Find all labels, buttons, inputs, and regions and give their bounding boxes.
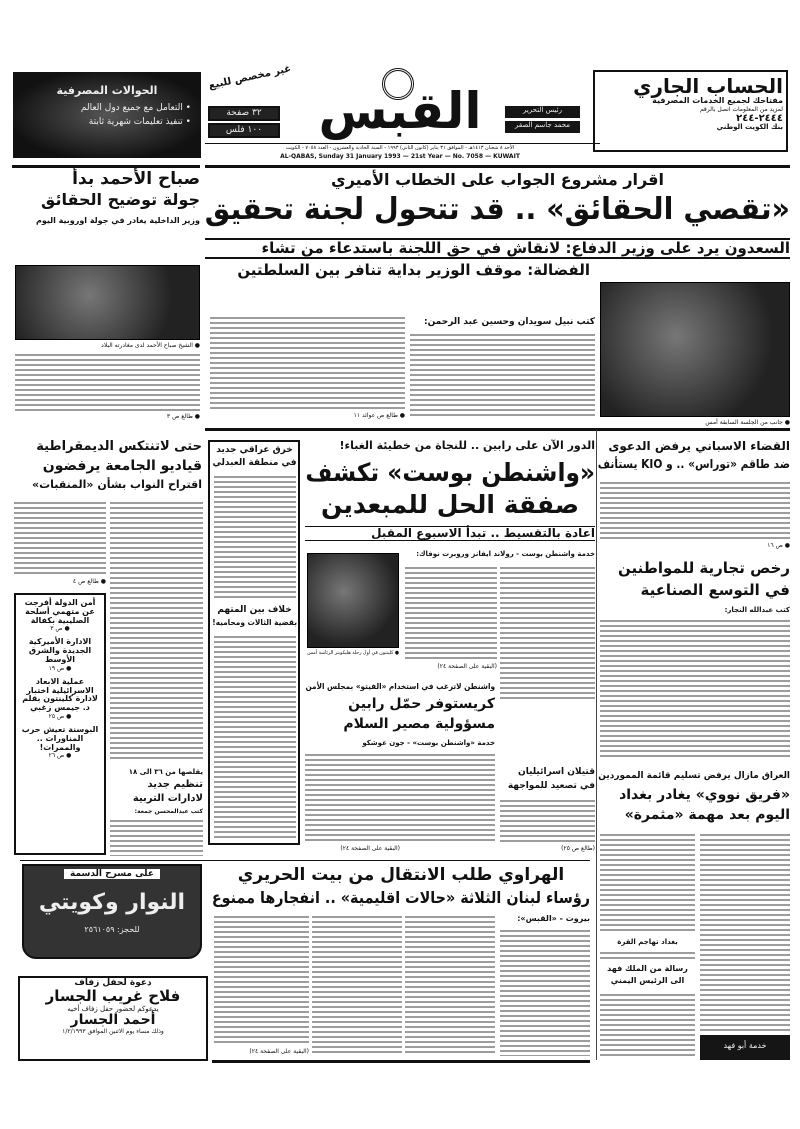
spain-headline2: ضد طاقم «توراس» .. و KIO يستأنف (597, 457, 790, 471)
transfer-ad-line1: • التعامل مع جميع دول العالم (80, 103, 191, 113)
hrawi-body-col2 (405, 914, 495, 1056)
lead-jump: ● طالع ص عوائد ١١ (353, 412, 405, 419)
killed-jump: (طالع ص ٢٥) (561, 845, 595, 852)
wedding-title: دعوة لحفل زفاف (74, 978, 152, 988)
iraqi-breach-headline1: خرق عراقي جديد (216, 445, 293, 455)
letter-headline2: الى الرئيس اليمني (610, 976, 685, 985)
bottom-rule (20, 860, 590, 861)
bank-ad-info: لمزيد من المعلومات اتصل بالرقم (699, 105, 783, 113)
editor-label: رئيس التحرير (505, 106, 580, 118)
wedding-invitation (18, 976, 208, 1061)
christopher-kicker: واشنطن لاترغب في استخدام «الفيتو» بمجلس الأمن (305, 682, 495, 691)
sabah-headline2: جولة توضيح الحقائق (41, 190, 200, 209)
wapo-sub: اعادة بالتقسيط .. تبدأ الاسبوع المقبل (305, 526, 595, 541)
pages-count: ٣٢ صفحة (208, 106, 280, 121)
killed-headline1: قتيلان اسرائيليان (518, 767, 595, 777)
sabah-sub: وزير الداخلية يغادر في جولة اوروبية اليوم (35, 216, 200, 225)
spain-body (600, 480, 790, 540)
iraqi-breach-headline4: بقضية الثالات ومحاميه! (212, 618, 297, 627)
column-divider (596, 430, 597, 1060)
lead-byline: كتب نبيل سويدان وحسين عبد الرحمن: (423, 317, 595, 327)
iraq-kicker: العراق مازال يرفض تسليم قائمة المموردين (598, 771, 790, 781)
iraq-body-col3 (600, 950, 695, 960)
parliament-photo (600, 282, 790, 417)
not-for-sale-stamp: غير مخصص للبيع (207, 63, 293, 92)
education-headline1: تنظيم جديد (147, 779, 203, 790)
democracy-body2 (14, 500, 106, 575)
sabah-caption: ● الشيخ صباح الأحمد لدى مغادرته البلاد (101, 342, 200, 349)
education-headline2: لادارات التربية (132, 793, 203, 804)
theater-venue: على مسرح الدسمة (64, 869, 160, 879)
iraq-sub: بغداد تهاجم القرة (617, 938, 678, 946)
iraq-headline1: «فريق نووي» يغادر بغداد (619, 787, 790, 803)
wapo-jump: (البقية على الصفحة ٢٤) (437, 663, 497, 670)
index-item[interactable]: عملية الابعاد الاسرائيلية اختبار لادارة كلينتون بقلم د. جيمس زغبي ● ص ٢٥ (22, 676, 98, 720)
letter-headline1: رسالة من الملك فهد (607, 964, 688, 973)
price: ١٠٠ فلس (208, 123, 280, 138)
iraqi-breach-headline2: في منطقة العبدلي (212, 458, 297, 468)
licenses-body (600, 618, 790, 758)
licenses-headline1: رخص تجارية للمواطنين (617, 559, 790, 577)
christopher-headline2: مسؤولية مصير السلام (343, 716, 495, 732)
date-arabic: الأحد ٨ شعبان ١٤١٣هـ - الموافق ٣١ يناير (كانون الثاني) ١٩٩٣ - السنة الحادية والعشرون - العدد ٧٠٥٨ - الكويت (285, 145, 515, 151)
wedding-date: وذلك مساء يوم الاثنين الموافق ١/٢/١٩٩٣ (62, 1027, 164, 1035)
democracy-headline3: اقتراح النواب بشأن «المنقبات» (31, 478, 202, 491)
bank-ad-title: الحساب الجاري (633, 74, 783, 98)
masthead-logo: القبس (318, 82, 482, 140)
hrawi-jump: (البقية على الصفحة ٢٤) (249, 1048, 309, 1055)
sabah-photo (15, 265, 200, 340)
theater-title: النوار وكويتي (38, 890, 186, 915)
index-item[interactable]: الادارة الأميركية الجديدة والشرق الأوسط ● ص ١٩ (28, 637, 92, 672)
clinton-photo (307, 553, 399, 648)
iraq-body-col1 (700, 832, 790, 1032)
licenses-byline: كتب عبدالله النجار: (724, 606, 790, 614)
iraq-headline2: اليوم بعد مهمة «مثمرة» (624, 807, 790, 823)
sabah-jump: ● طالع ص ٣ (166, 413, 200, 420)
wapo-byline: خدمة واشنطن بوست - رولاند ايفانز وروبرت نوفاك: (416, 550, 595, 558)
masthead-rule (205, 143, 600, 144)
hrawi-body-col1 (500, 928, 590, 1056)
christopher-byline: خدمة «واشنطن بوست» - جون غوشكو (362, 739, 495, 747)
bank-ad-name: بنك الكويت الوطني (716, 122, 783, 131)
theater-ad[interactable] (22, 864, 202, 959)
education-byline: كتب عبدالمحسن جمعة: (134, 808, 203, 815)
wedding-host: فلاح غريب الجسار (45, 987, 181, 1005)
christopher-jump: (البقية على الصفحة ٢٤) (340, 845, 400, 852)
sabah-headline1: صباح الأحمد بدأ (72, 169, 200, 189)
transfer-ad[interactable] (13, 72, 201, 158)
editor-name: محمد جاسم الصقر (505, 121, 580, 133)
lead-kicker: اقرار مشروع الجواب على الخطاب الأميري (331, 170, 664, 189)
transfer-ad-title: الحوالات المصرفية (56, 84, 158, 97)
sabah-body (15, 352, 200, 412)
wapo-headline1: «واشنطن بوست» تكشف (305, 458, 595, 487)
transfer-ad-line2: • تنفيذ تعليمات شهرية ثابتة (88, 117, 191, 127)
christopher-headline1: كريستوفر حمّل رابين (348, 696, 495, 712)
hrawi-bottom-rule (212, 1060, 590, 1063)
christopher-body (305, 752, 495, 842)
wapo-caption: ● كلينتون في أول رحلة هليكوبتر الرئاسة أمس (307, 650, 399, 656)
democracy-jump: ● طالع ص ٤ (72, 578, 106, 585)
index-item[interactable]: أمن الدولة أفرجت عن متهمي أسلحة الصليبية بكفالة ● ص ٣ (24, 598, 96, 633)
photo-ad[interactable]: خدمة أبو فهد (700, 1035, 790, 1060)
education-body (110, 818, 203, 856)
killed-headline2: في تصعيد للمواجهة (507, 781, 595, 791)
licenses-headline2: في التوسع الصناعية (640, 581, 790, 599)
left-header-rule (12, 165, 200, 168)
hrawi-body-col4 (214, 914, 309, 1046)
spain-jump: ● ص ١٦ (767, 542, 790, 549)
lead-body-col2 (210, 315, 405, 410)
iraqi-breach-body (214, 474, 296, 599)
bank-ad[interactable] (593, 70, 788, 152)
wedding-groom: أحمد الجسار (70, 1011, 156, 1028)
lead-photo-caption: ● جانب من الجلسة السابقة أمس (705, 419, 790, 426)
lead-header-rule (205, 165, 790, 168)
iraqi-breach-body2 (214, 634, 296, 839)
iraqi-breach-headline3: خلاف بين المتهم (217, 605, 292, 615)
index-box (14, 593, 106, 855)
wapo-kicker: الدور الآن على رابين .. للنجاة من خطيئة الغباء! (339, 439, 595, 452)
wedding-body: يدعوكم لحضور حفل زفاف أخيه (67, 1004, 159, 1013)
lead-body-col1 (410, 332, 595, 417)
hrawi-dateline: بيروت - «القبس»: (517, 914, 590, 923)
lead-sub2: الفضالة: موقف الوزير بداية تنافر بين السلطتين (237, 261, 590, 279)
lead-headline: «تقصي الحقائق» .. قد تتحول لجنة تحقيق (204, 192, 790, 227)
row2-rule (205, 428, 790, 431)
democracy-headline1: حتى لاتنتكس الديمقراطية (36, 439, 202, 454)
theater-phone: للحجز: ٢٥٦١٠٥٩ (84, 925, 140, 935)
hrawi-kicker: الهراوي طلب الانتقال من بيت الحريري (237, 865, 565, 885)
bank-ad-phone: ٢٤٤٤-٢٤٤ (736, 112, 783, 124)
letter-body (600, 992, 695, 1057)
lead-sub1: السعدون يرد على وزير الدفاع: لانقاش في حق اللجنة باستدعاء من تشاء (205, 238, 790, 259)
wapo-headline2: صفقة الحل للمبعدين (321, 490, 579, 519)
spain-headline1: القضاء الاسباني يرفض الدعوى (608, 439, 790, 453)
bank-ad-sub: مفتاحك لجميع الخدمات المصرفية (652, 96, 783, 105)
date-english: AL-QABAS, Sunday 31 January 1993 — 21st Year — No. 7058 — KUWAIT (280, 153, 520, 160)
democracy-body (110, 500, 203, 762)
democracy-headline2: قياديو الجامعة يرفضون (42, 458, 202, 474)
hrawi-headline: رؤساء لبنان الثلاثة «حالات اقليمية» .. انفجارها ممنوع (211, 888, 591, 907)
iraq-body-col2 (600, 832, 695, 932)
wapo-body-col2 (405, 565, 497, 660)
hrawi-body-col3 (312, 914, 402, 1056)
killed-body (500, 798, 595, 843)
wapo-body-col1 (500, 565, 595, 700)
index-item[interactable]: البوسنة تعيش حرب المناورات .. والممرات! ● ص ٢٦ (21, 724, 99, 760)
education-kicker: يقلصها من ٣٦ الى ١٨ (128, 768, 203, 776)
